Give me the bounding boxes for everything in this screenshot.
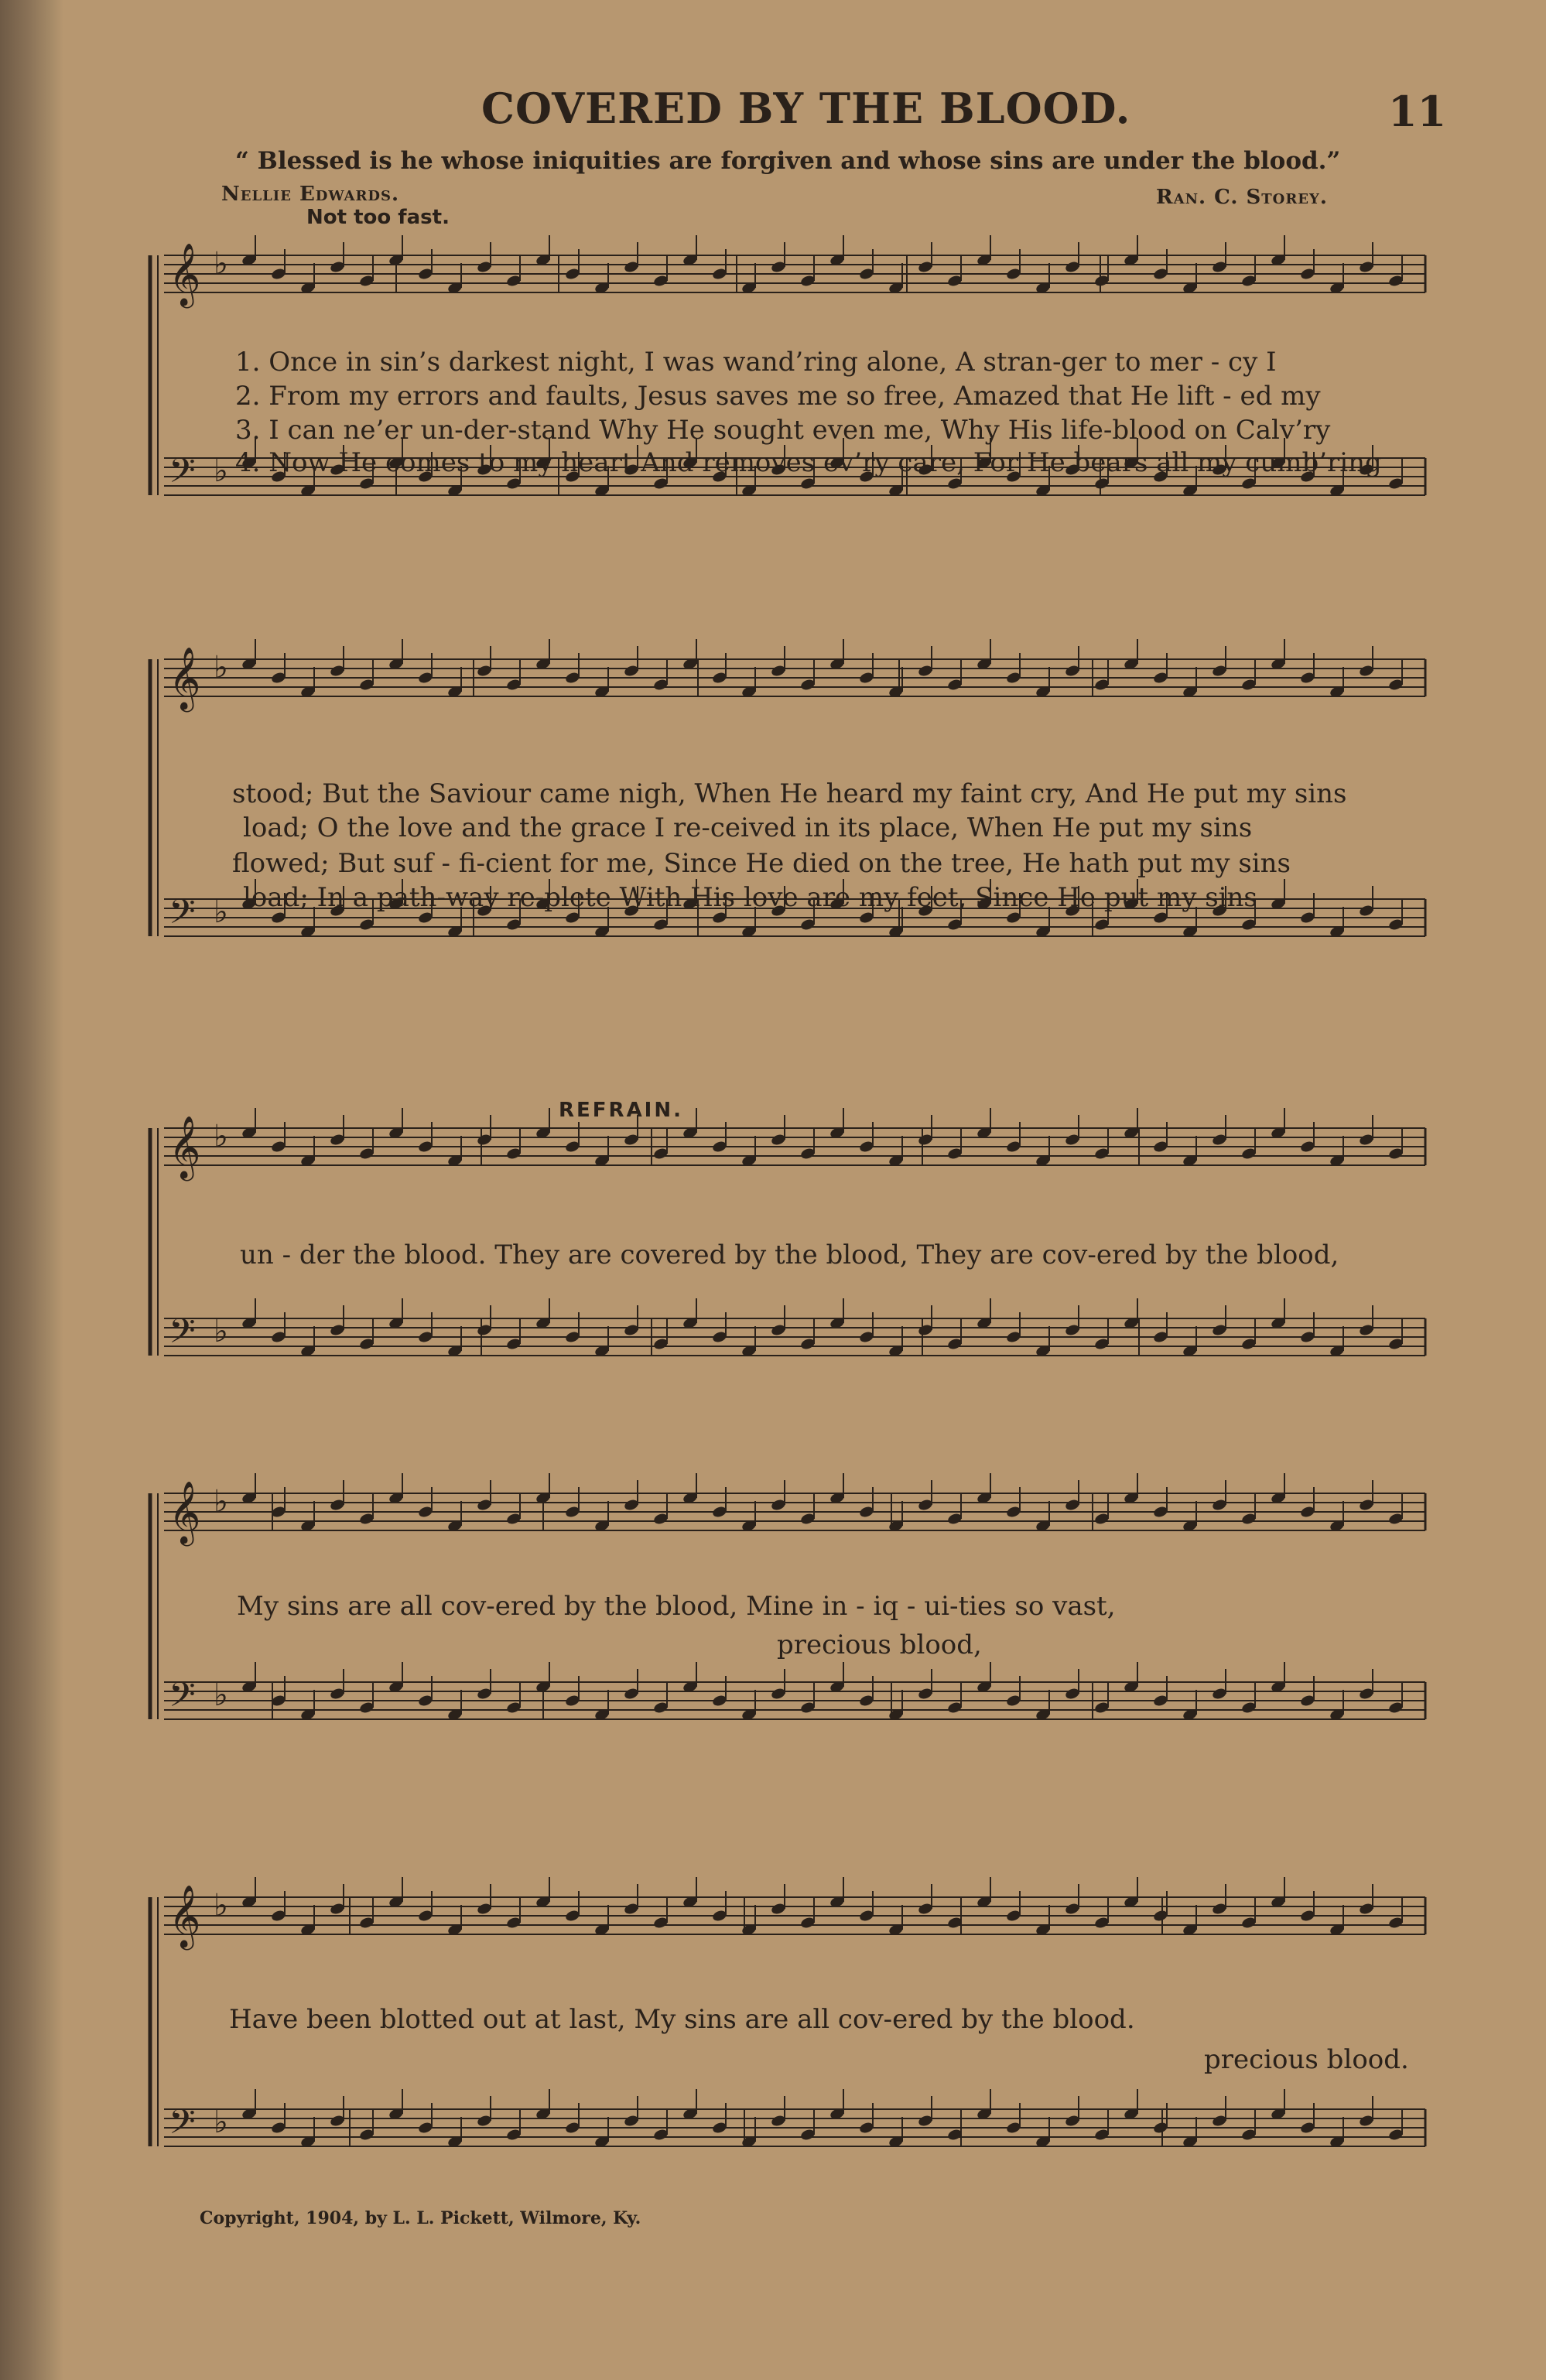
verse-3-line-1: 3. I can ne’er un-der-stand Why He sought even me, Why His life-blood on Calv’ry (235, 415, 1331, 446)
flat-sign-icon: ♭ (214, 453, 228, 489)
verse-3-line-2: flowed; But suf - fi-cient for me, Since He died on the tree, He hath put my sins (232, 848, 1291, 879)
refrain-line-2: My sins are all cov-ered by the blood, Mine in - iq - ui-ties so vast, (237, 1591, 1116, 1622)
flat-sign-icon: ♭ (214, 894, 228, 930)
flat-sign-icon: ♭ (214, 650, 228, 686)
refrain-line-1: un - der the blood. They are covered by the blood, They are cov-ered by the blood, (240, 1240, 1339, 1270)
copyright-notice: Copyright, 1904, by L. L. Pickett, Wilmore, Ky. (200, 2208, 641, 2228)
flat-sign-icon: ♭ (214, 246, 228, 282)
refrain-label: REFRAIN. (559, 1099, 683, 1122)
flat-sign-icon: ♭ (214, 1888, 228, 1923)
flat-sign-icon: ♭ (214, 1314, 228, 1349)
composer-credit: Ran. C. Storey. (1156, 186, 1328, 209)
treble-clef-icon: 𝄞 (169, 1884, 201, 1947)
lyricist-credit: Nellie Edwards. (221, 183, 400, 206)
hymn-title: COVERED BY THE BLOOD. (481, 84, 1131, 133)
verse-4-line-2: load; In a path-way re-plete With His love are my feet, Since He put my sins (243, 882, 1257, 913)
bass-clef-icon: 𝄢 (169, 450, 196, 499)
treble-clef-icon: 𝄞 (169, 242, 201, 306)
flat-sign-icon: ♭ (214, 2105, 228, 2140)
bass-clef-icon: 𝄢 (169, 1674, 196, 1723)
verse-1-line-1: 1. Once in sin’s darkest night, I was wand’ring alone, A stran-ger to mer - cy I (235, 347, 1277, 378)
page-number: 11 (1388, 87, 1447, 136)
verse-1-line-2: stood; But the Saviour came nigh, When He heard my faint cry, And He put my sins (232, 778, 1347, 809)
flat-sign-icon: ♭ (214, 1484, 228, 1520)
refrain-line-2-echo: precious blood, (777, 1629, 982, 1660)
bass-clef-icon: 𝄢 (169, 1311, 196, 1359)
refrain-line-3: Have been blotted out at last, My sins are all cov-ered by the blood. (229, 2004, 1135, 2035)
verse-4-line-1: 4. Now He comes to my heart And removes ev’ry care, For He bears all my cumb’ring (235, 447, 1382, 478)
treble-clef-icon: 𝄞 (169, 1115, 201, 1178)
flat-sign-icon: ♭ (214, 1119, 228, 1154)
scripture-quote: “ Blessed is he whose iniquities are forgiven and whose sins are under the blood.” (235, 147, 1341, 175)
bass-clef-icon: 𝄢 (169, 891, 196, 940)
tempo-marking: Not too fast. (306, 206, 450, 229)
treble-clef-icon: 𝄞 (169, 646, 201, 710)
verse-2-line-2: load; O the love and the grace I re-ceived in its place, When He put my sins (243, 812, 1253, 843)
flat-sign-icon: ♭ (214, 1677, 228, 1713)
hymn-page (63, 0, 1546, 2380)
bass-clef-icon: 𝄢 (169, 2101, 196, 2150)
treble-clef-icon: 𝄞 (169, 1480, 201, 1544)
refrain-line-3-echo: precious blood. (1204, 2044, 1409, 2075)
book-spine (0, 0, 63, 2380)
verse-2-line-1: 2. From my errors and faults, Jesus saves me so free, Amazed that He lift - ed my (235, 381, 1321, 412)
